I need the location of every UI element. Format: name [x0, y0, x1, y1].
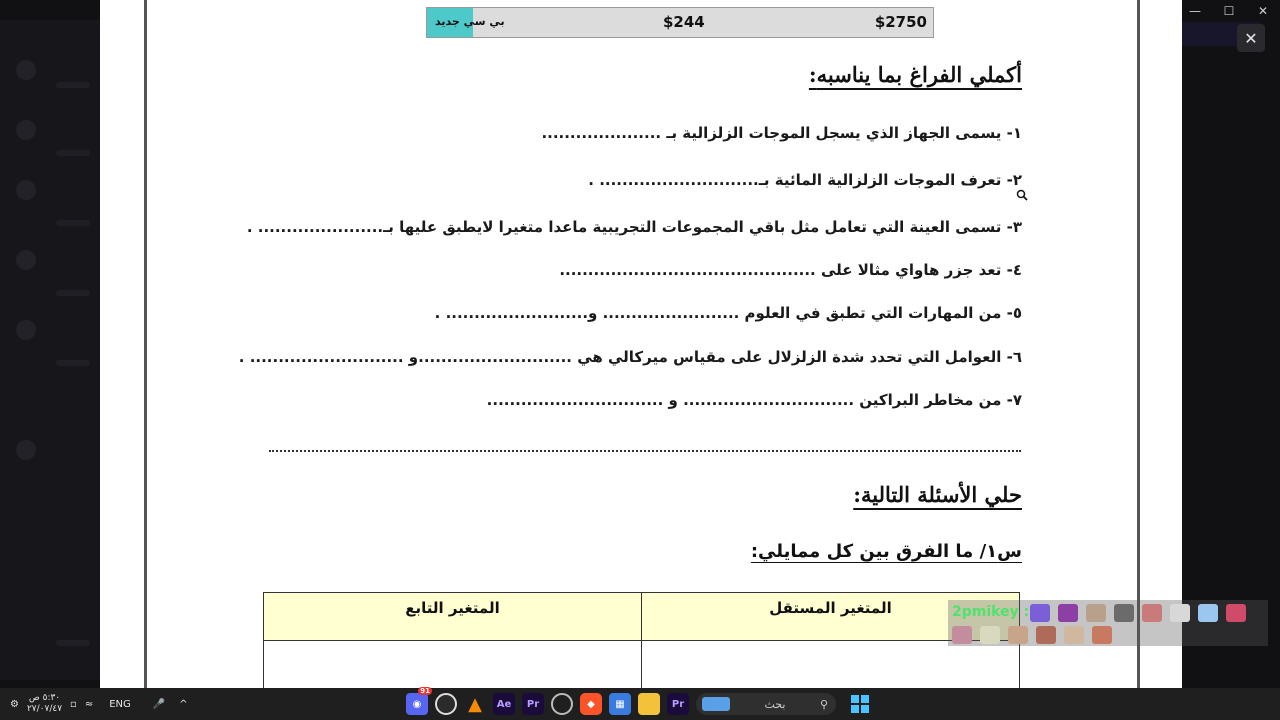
emote-icon: [1226, 604, 1246, 622]
minimize-icon[interactable]: —: [1189, 4, 1201, 18]
dimmed-avatar: [16, 120, 36, 140]
close-icon[interactable]: ✕: [1257, 4, 1269, 18]
dimmed-app-sidebar: [0, 20, 100, 680]
fill-blank-item-1: ١- يسمى الجهاز الذي يسجل الموجات الزلزالية بـ .....................: [541, 124, 1022, 142]
brave-icon[interactable]: ◆: [580, 693, 602, 715]
chevron-up-icon[interactable]: ^: [179, 698, 188, 710]
premiere-icon[interactable]: Pr: [667, 693, 689, 715]
fill-blank-item-4: ٤- تعد جزر هاواي مثالا على .............................................: [559, 261, 1022, 279]
section1-colon: :: [808, 62, 817, 87]
dimmed-avatar: [16, 320, 36, 340]
fill-blank-item-5: ٥- من المهارات التي تطبق في العلوم ........................ و......................... .: [434, 304, 1022, 322]
emote-icon: [1086, 604, 1106, 622]
question-1-title: س١/ ما الفرق بين كل ممايلي:: [750, 541, 1022, 562]
clock-time: ٥:٣٠ ص: [28, 693, 61, 703]
section2-title: حلي الأسئلة التالية: [861, 482, 1022, 507]
chat-username: 2pmikey :: [952, 604, 1030, 620]
fill-blank-item-2: ٢- تعرف الموجات الزلزالية المائية بـ............................ .: [588, 171, 1022, 189]
worksheet-image: [100, 0, 1182, 688]
page-border-right: [1137, 0, 1140, 688]
search-placeholder: بحث: [764, 697, 786, 711]
system-tray: [10, 688, 188, 720]
file-explorer-icon[interactable]: [638, 693, 660, 715]
search-icon: ⚲: [819, 697, 828, 711]
answer-dotted-line: [269, 430, 1021, 452]
dimmed-line: [56, 150, 90, 156]
search-box[interactable]: [696, 693, 836, 715]
search-highlight: [702, 697, 730, 711]
window-controls: [1178, 0, 1280, 22]
table-cell: [642, 641, 1020, 689]
maximize-icon[interactable]: ☐: [1223, 4, 1235, 18]
section1-heading: [809, 62, 1022, 87]
comparison-table: [263, 592, 1020, 688]
notification-icon[interactable]: ▫: [70, 698, 77, 710]
section1-title: أكملي الفراغ بما يناسبه: [816, 62, 1022, 87]
fill-blank-item-6: ٦- العوامل التي تحدد شدة الزلزلال على مقياس ميركالي هي ...........................و ........................... .: [238, 348, 1022, 366]
taskbar-apps: [406, 687, 836, 715]
table-header-row: [264, 593, 1020, 641]
chat-overlay: [948, 600, 1268, 646]
page-border-left: [144, 0, 147, 688]
table-cell: [264, 641, 642, 689]
emote-icon: [1092, 626, 1112, 644]
discord-icon[interactable]: ◉ 91: [406, 693, 428, 715]
clock[interactable]: [27, 693, 62, 715]
chrome-icon[interactable]: [551, 693, 573, 715]
premiere-icon[interactable]: Pr: [522, 693, 544, 715]
emote-icon: [1058, 604, 1078, 622]
emote-icon: [952, 626, 972, 644]
table-row: [264, 641, 1020, 689]
section2-colon: :: [853, 482, 862, 507]
settings-icon[interactable]: ⚙: [10, 698, 19, 710]
emote-icon: [1030, 604, 1050, 622]
microphone-icon[interactable]: 🎤: [152, 698, 166, 710]
emote-icon: [1114, 604, 1134, 622]
fill-blank-item-7: ٧- من مخاطر البراكين .............................. و ...............................: [486, 391, 1022, 409]
header-independent-variable: المتغير المستقل: [642, 593, 1020, 641]
viewer-close-icon[interactable]: ✕: [1237, 24, 1265, 52]
store-icon[interactable]: ▦: [609, 693, 631, 715]
emote-icon: [1036, 626, 1056, 644]
start-button-icon[interactable]: [851, 695, 869, 713]
dimmed-avatar: [16, 440, 36, 460]
dimmed-avatar: [16, 60, 36, 80]
taskbar: [0, 688, 1280, 720]
dimmed-line: [56, 290, 90, 296]
fill-blank-item-3: ٣- تسمى العينة التي تعامل مثل باقي المجموعات التجريبية ماعدا متغيرا لايطبق عليها بـ...................... .: [246, 218, 1022, 236]
vlc-icon[interactable]: ▲: [468, 693, 482, 715]
emote-icon: [1198, 604, 1218, 622]
emote-icon: [1064, 626, 1084, 644]
notification-badge: 91: [420, 687, 430, 695]
dimmed-line: [56, 82, 90, 88]
section2-heading: [853, 482, 1022, 507]
obs-icon[interactable]: [435, 693, 457, 715]
language-indicator[interactable]: ENG: [109, 698, 131, 710]
price-right: $2750: [874, 13, 927, 31]
header-dependent-variable: المتغير التابع: [264, 593, 642, 641]
dimmed-line: [56, 640, 90, 646]
clock-date: ٢٧/٠٧/٤٧: [26, 704, 63, 714]
wifi-icon[interactable]: ≈: [84, 698, 94, 710]
dimmed-avatar: [16, 250, 36, 270]
emote-icon: [1170, 604, 1190, 622]
price-bar-label: بي سي جديد: [435, 15, 505, 28]
emote-icon: [980, 626, 1000, 644]
dimmed-line: [56, 360, 90, 366]
zoom-cursor-icon: [1016, 189, 1028, 201]
dimmed-avatar: [16, 180, 36, 200]
after-effects-icon[interactable]: Ae: [493, 693, 515, 715]
emote-icon: [1008, 626, 1028, 644]
price-comparison-bar: [426, 7, 934, 38]
emote-icon: [1142, 604, 1162, 622]
dimmed-line: [56, 220, 90, 226]
price-left: $244: [663, 13, 705, 31]
